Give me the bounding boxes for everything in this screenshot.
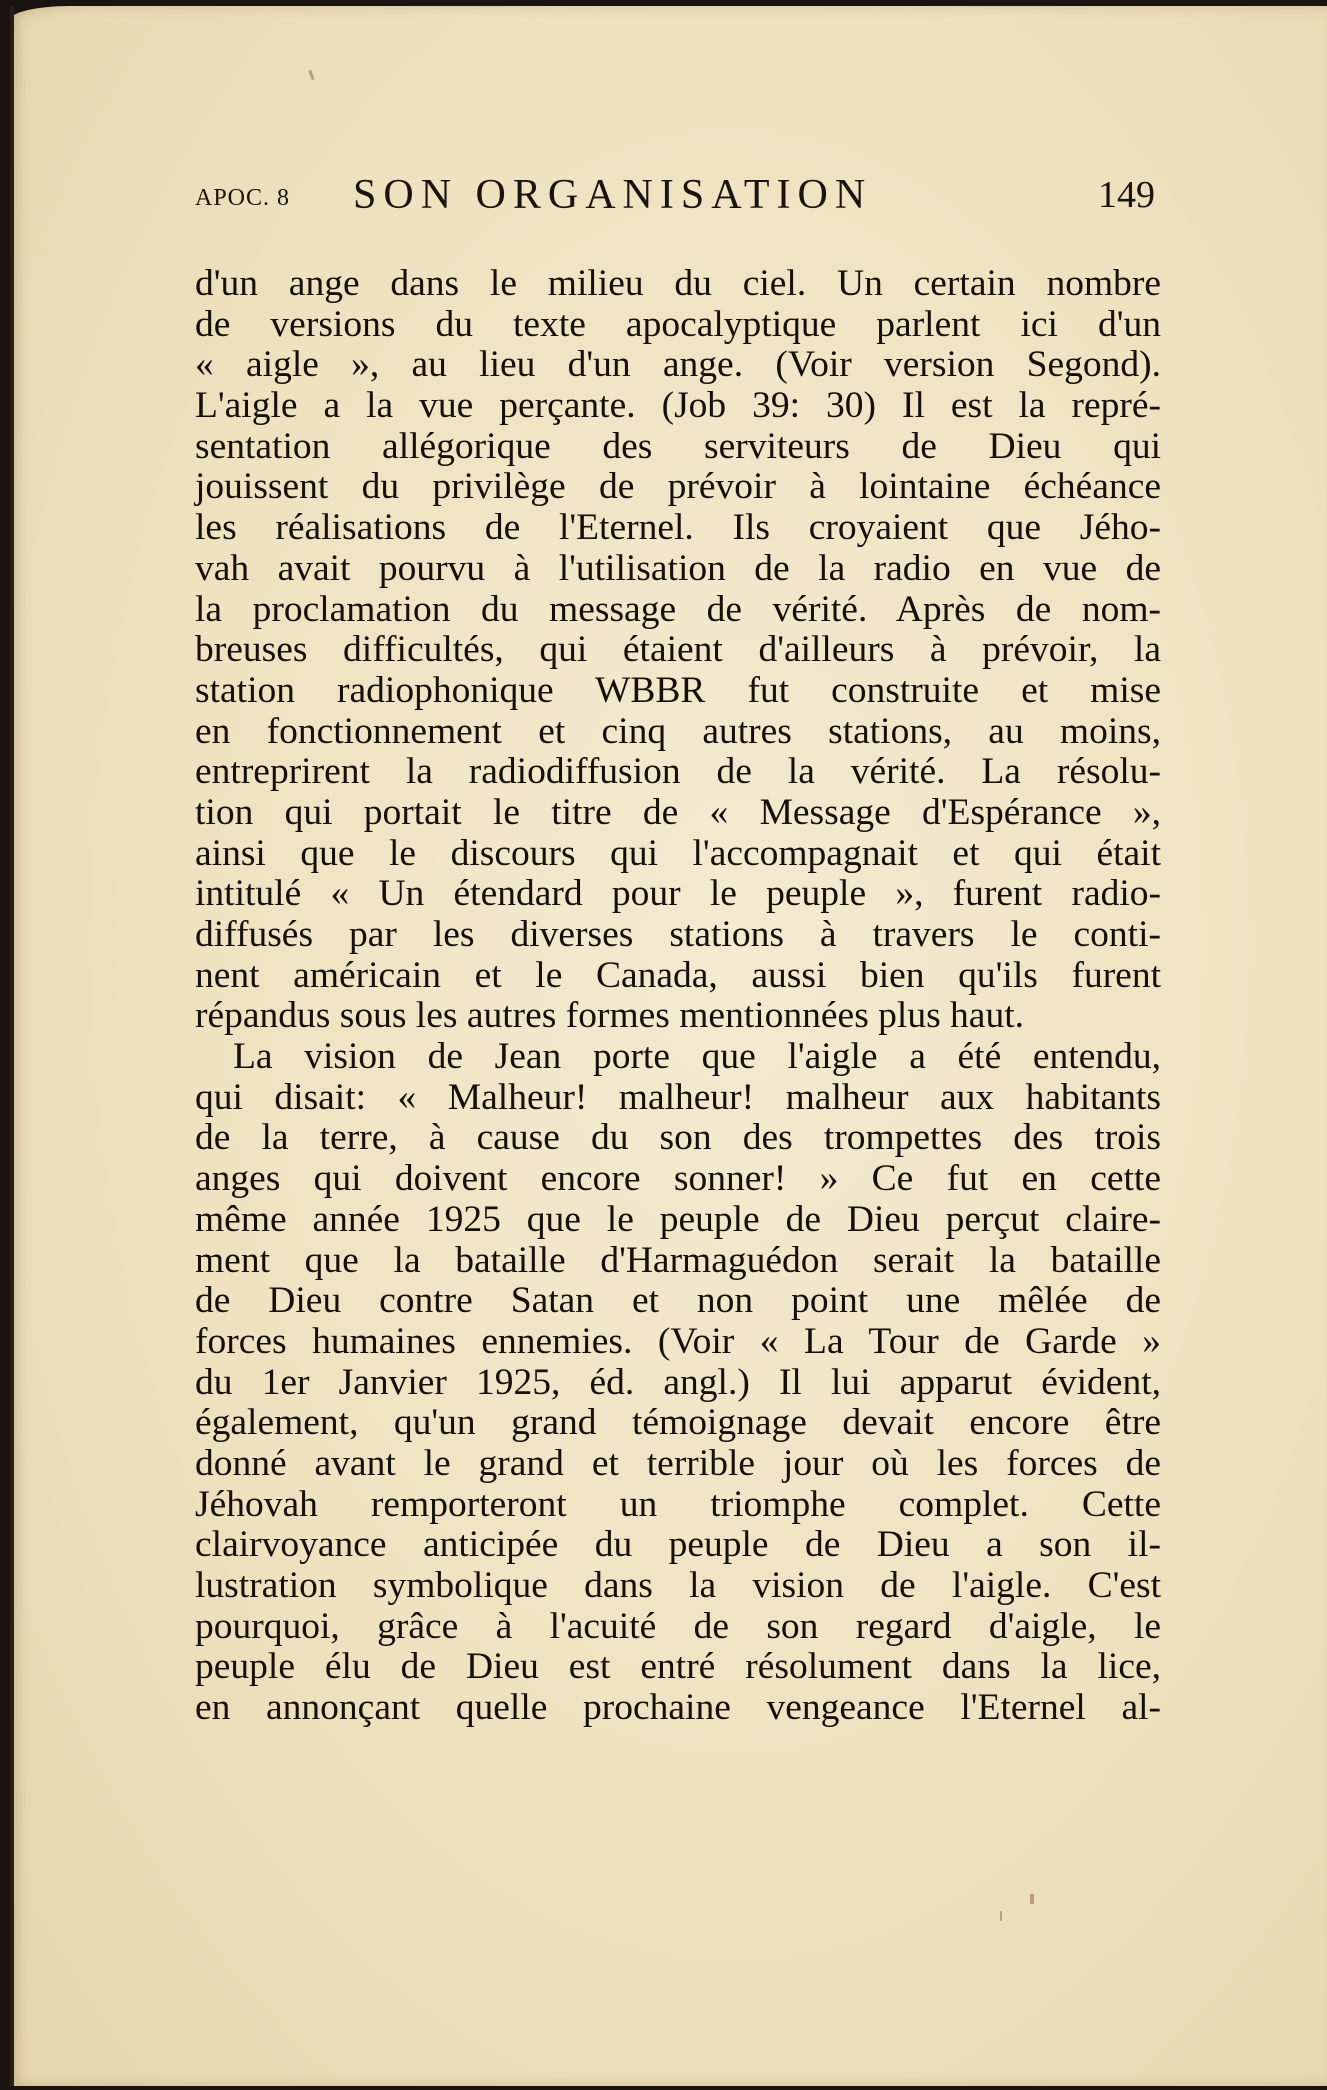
text-line: de Dieu contre Satan et non point une mêlée de — [195, 1280, 1161, 1322]
text-line: pourquoi, grâce à l'acuité de son regard d'aigle, le — [195, 1605, 1161, 1647]
paper-speck — [1030, 1894, 1034, 1904]
text-line: clairvoyance anticipée du peuple de Dieu a son il- — [195, 1524, 1161, 1566]
text-line: « aigle », au lieu d'un ange. (Voir version Segond). — [195, 344, 1161, 386]
text-line: qui disait: « Malheur! malheur! malheur aux habitants — [195, 1076, 1161, 1118]
text-line: Jéhovah remporteront un triomphe complet. Cette — [195, 1483, 1161, 1525]
text-line: vah avait pourvu à l'utilisation de la radio en vue de — [195, 547, 1161, 589]
text-line: ainsi que le discours qui l'accompagnait et qui était — [195, 832, 1161, 874]
chapter-reference: APOC. 8 — [195, 185, 291, 211]
paper-speck — [308, 70, 314, 80]
text-line: peuple élu de Dieu est entré résolument dans la lice, — [195, 1646, 1161, 1688]
text-line: tion qui portait le titre de « Message d'Espérance », — [195, 791, 1161, 833]
text-line: de la terre, à cause du son des trompettes des trois — [195, 1117, 1161, 1159]
text-line: station radiophonique WBBR fut construite et mise — [195, 669, 1161, 711]
text-line: donné avant le grand et terrible jour où les forces de — [195, 1442, 1161, 1484]
text-line: d'un ange dans le milieu du ciel. Un certain nombre — [195, 263, 1161, 304]
text-line: la proclamation du message de vérité. Après de nom- — [195, 588, 1161, 630]
book-page — [10, 6, 1327, 2086]
text-line: forces humaines ennemies. (Voir « La Tour de Garde » — [195, 1320, 1161, 1362]
text-line: répandus sous les autres formes mentionnées plus haut. — [195, 995, 1024, 1037]
text-line: entreprirent la radiodiffusion de la vérité. La résolu- — [195, 751, 1161, 793]
text-line: même année 1925 que le peuple de Dieu perçut claire- — [195, 1198, 1161, 1240]
text-line: nent américain et le Canada, aussi bien qu'ils furent — [195, 954, 1161, 996]
text-line: jouissent du privilège de prévoir à lointaine échéance — [195, 466, 1161, 508]
text-line: intitulé « Un étendard pour le peuple », furent radio- — [195, 873, 1161, 915]
running-title: SON ORGANISATION — [353, 172, 873, 218]
text-line: ment que la bataille d'Harmaguédon serait la bataille — [195, 1239, 1161, 1281]
text-line: également, qu'un grand témoignage devait encore être — [195, 1402, 1161, 1444]
running-header — [195, 171, 1155, 231]
text-line: les réalisations de l'Eternel. Ils croyaient que Jého- — [195, 507, 1161, 549]
text-line: anges qui doivent encore sonner! » Ce fut en cette — [195, 1158, 1161, 1200]
text-line: du 1er Janvier 1925, éd. angl.) Il lui apparut évident, — [195, 1361, 1161, 1403]
page-number: 149 — [1098, 174, 1155, 216]
text-line: sentation allégorique des serviteurs de Dieu qui — [195, 425, 1161, 467]
text-line: en fonctionnement et cinq autres stations, au moins, — [195, 710, 1161, 752]
text-line: lustration symbolique dans la vision de l'aigle. C'est — [195, 1565, 1161, 1606]
text-line: L'aigle a la vue perçante. (Job 39: 30) Il est la repré- — [195, 385, 1161, 427]
paragraph-start-line: La vision de Jean porte que l'aigle a été entendu, — [233, 1036, 1161, 1078]
paper-speck — [1000, 1911, 1002, 1921]
text-line: breuses difficultés, qui étaient d'ailleurs à prévoir, la — [195, 629, 1161, 671]
text-line: diffusés par les diverses stations à travers le conti- — [195, 914, 1161, 955]
text-line: en annonçant quelle prochaine vengeance l'Eternel al- — [195, 1687, 1161, 1729]
text-line: de versions du texte apocalyptique parlent ici d'un — [195, 303, 1161, 345]
body-text — [195, 264, 1161, 1729]
